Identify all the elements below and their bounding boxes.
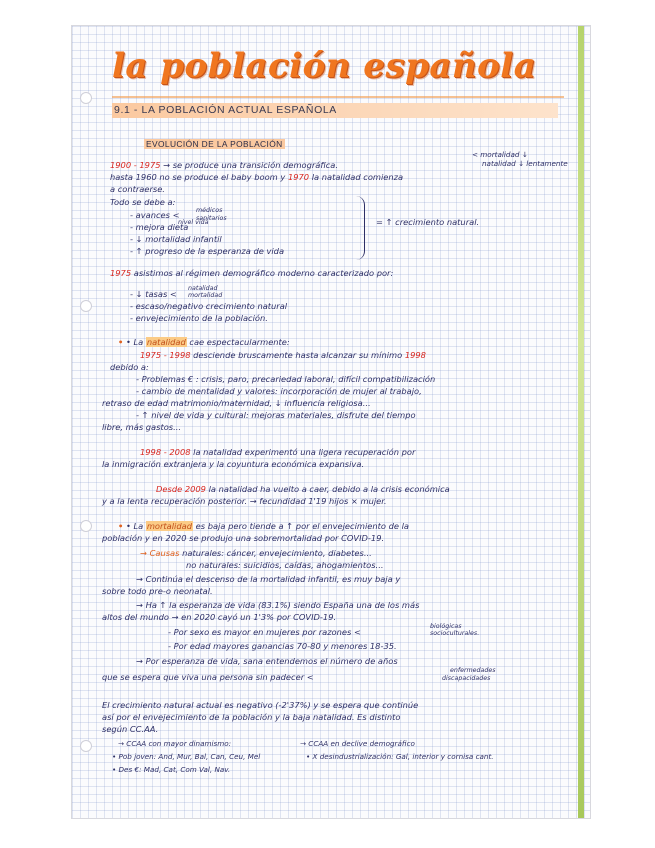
- note-line: hasta 1960 no se produce el baby boom y 1970 la natalidad comienza: [110, 172, 404, 182]
- brace: [356, 196, 365, 260]
- binder-hole: [80, 740, 92, 752]
- note-line: → Causas naturales: cáncer, envejecimiento, diabetes...: [140, 548, 372, 558]
- page-edge-strip: [578, 26, 584, 818]
- note-line: 1975 asistimos al régimen demográfico moderno caracterizado por:: [110, 268, 394, 278]
- note-line: - avances <: [130, 210, 180, 220]
- note-line: biológicas: [430, 623, 462, 630]
- note-line: natalidad: [188, 285, 218, 292]
- note-line: nivel vida: [178, 219, 209, 226]
- note-line: - envejecimiento de la población.: [130, 313, 268, 323]
- note-line: → CCAA con mayor dinamismo:: [118, 739, 232, 748]
- note-line: → Ha ↑ la esperanza de vida (83.1%) siendo España una de los más: [136, 600, 420, 610]
- note-line: retraso de edad matrimonio/maternidad, ↓ influencia religiosa...: [102, 398, 371, 408]
- note-line: - mejora dieta: [130, 222, 189, 232]
- note-line: → CCAA en declive demográfico: [300, 739, 415, 748]
- note-line: mortalidad: [188, 292, 223, 299]
- note-line: 1900 - 1975 → se produce una transición demográfica.: [110, 160, 339, 170]
- note-line: según CC.AA.: [102, 724, 159, 734]
- note-line: discapacidades: [442, 675, 491, 682]
- note-line: El crecimiento natural actual es negativo (-2'37%) y se espera que continúe: [102, 700, 419, 710]
- note-line: no naturales: suicidios, caídas, ahogamientos...: [186, 560, 384, 570]
- note-line: sanitarios: [196, 215, 227, 222]
- binder-hole: [80, 92, 92, 104]
- note-line: y a la lenta recuperación posterior. → fecundidad 1'19 hijos × mujer.: [102, 496, 387, 506]
- note-line: Desde 2009 la natalidad ha vuelto a caer, debido a la crisis económica: [156, 484, 450, 494]
- note-line: • • La mortalidad es baja pero tiende a ↑ por el envejecimiento de la: [118, 521, 410, 531]
- note-line: • • La natalidad cae espectacularmente:: [118, 337, 290, 347]
- note-line: - ↓ mortalidad infantil: [130, 234, 222, 244]
- note-line: • Pob joven: And, Mur, Bal, Can, Ceu, Mel: [112, 752, 261, 761]
- note-line: 1998 - 2008 la natalidad experimentó una ligera recuperación por: [140, 447, 416, 457]
- note-line: - ↓ tasas <: [130, 289, 177, 299]
- note-line: - ↑ nivel de vida y cultural: mejoras materiales, disfrute del tiempo: [136, 410, 416, 420]
- note-line: Todo se debe a:: [110, 197, 176, 207]
- binder-hole: [80, 300, 92, 312]
- note-line: → Por esperanza de vida, sana entendemos el número de años: [136, 656, 398, 666]
- note-line: a contraerse.: [110, 184, 165, 194]
- page-title: la población española: [112, 46, 537, 86]
- note-line: enfermedades: [450, 667, 496, 674]
- note-line: • Des €: Mad, Cat, Com Val, Nav.: [112, 765, 231, 774]
- note-line: socioculturales.: [430, 630, 480, 637]
- note-line: - ↑ progreso de la esperanza de vida: [130, 246, 285, 256]
- binder-hole: [80, 520, 92, 532]
- note-line: - Por edad mayores ganancias 70-80 y menores 18-35.: [168, 641, 397, 651]
- note-line: así por el envejecimiento de la población y la baja natalidad. Es distinto: [102, 712, 401, 722]
- title-underline: [112, 96, 564, 98]
- note-line: - Problemas € : crisis, paro, precariedad laboral, difícil compatibilización: [136, 374, 436, 384]
- note-line: sobre todo pre-o neonatal.: [102, 586, 213, 596]
- note-line: que se espera que viva una persona sin padecer <: [102, 672, 314, 682]
- note-line: - Por sexo es mayor en mujeres por razones <: [168, 627, 361, 637]
- note-line: - escaso/negativo crecimiento natural: [130, 301, 288, 311]
- section-heading: 9.1 - LA POBLACIÓN ACTUAL ESPAÑOLA: [112, 103, 558, 118]
- note-line: = ↑ crecimiento natural.: [376, 217, 480, 227]
- note-line: → Continúa el descenso de la mortalidad infantil, es muy baja y: [136, 574, 401, 584]
- note-line: < mortalidad ↓: [472, 150, 528, 159]
- note-line: 1975 - 1998 desciende bruscamente hasta alcanzar su mínimo 1998: [140, 350, 426, 360]
- note-line: • X desindustrialización: Gal, interior y cornisa cant.: [306, 752, 494, 761]
- note-line: libre, más gastos...: [102, 422, 182, 432]
- note-line: población y en 2020 se produjo una sobremortalidad por COVID-19.: [102, 533, 385, 543]
- sub-heading-text: EVOLUCIÓN DE LA POBLACIÓN: [146, 139, 283, 149]
- note-line: la inmigración extranjera y la coyuntura económica expansiva.: [102, 459, 365, 469]
- note-line: natalidad ↓ lentamente: [482, 159, 568, 168]
- note-line: médicos: [196, 207, 223, 214]
- note-line: debido a:: [110, 362, 149, 372]
- sub-heading: [144, 139, 285, 149]
- note-line: altos del mundo → en 2020 cayó un 1'3% por COVID-19.: [102, 612, 337, 622]
- note-line: - cambio de mentalidad y valores: incorporación de mujer al trabajo,: [136, 386, 422, 396]
